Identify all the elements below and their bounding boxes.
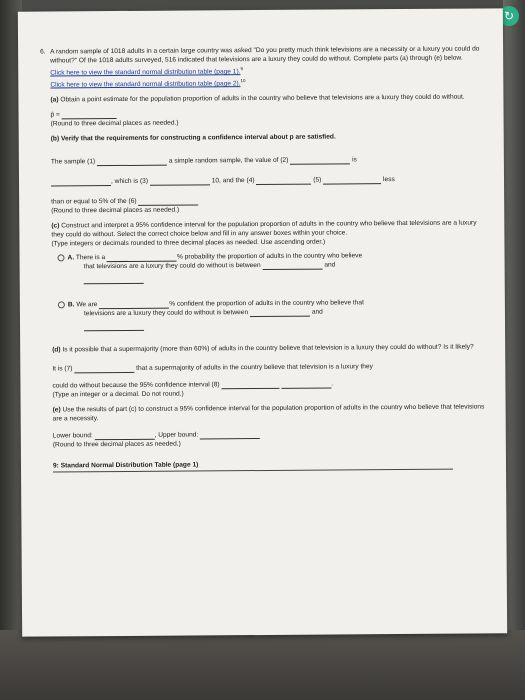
b-line3-text: than or equal to 5% of the (6) — [51, 198, 137, 206]
option-a-upper-input[interactable] — [84, 276, 144, 284]
part-b-text: Verify that the requirements for constructing a confidence interval about p are satisfied. — [60, 133, 336, 143]
option-a-and: and — [324, 261, 336, 269]
part-a-note: (Round to three decimal places as needed.) — [50, 119, 179, 128]
b-line2-text-d: less — [383, 176, 395, 184]
b-line1-text-c: is — [352, 156, 357, 164]
question-number: 6. — [40, 48, 46, 56]
part-a-text: Obtain a point estimate for the population proportion of adults in the country who believe that televisions are a luxury they could do without. — [60, 93, 465, 104]
option-a-label: A. — [67, 254, 75, 262]
dropdown-7[interactable] — [74, 365, 134, 373]
b-line1-text-a: The sample (1) — [50, 158, 96, 166]
question-stem: A random sample of 1018 adults in a certain large country was asked "Do you pretty much think televisions are a necessity or a luxury you could do without?" Of the 1018 adults surveyed, 516 indicated that televisions are a luxury they could do without. Complete parts (a) through (e) below. — [50, 45, 480, 65]
part-d-line-1 — [52, 362, 487, 374]
lower-bound-label: Lower bound: — [52, 432, 93, 440]
b-line2-text-b: 10, and the (4) — [211, 177, 255, 185]
option-b-and: and — [311, 308, 323, 317]
part-d — [52, 343, 487, 355]
part-d-label: (d) — [52, 346, 61, 354]
background-table — [0, 630, 525, 700]
option-b-text-2: % confident the proportion of adults in the country who believe that — [169, 299, 364, 309]
phat-label: p̂ = — [50, 111, 60, 119]
part-e-label: (e) — [52, 406, 61, 414]
d-line2-end: . — [331, 380, 334, 388]
b-line1-text-b: a simple random sample, the value of (2) — [168, 157, 289, 166]
dropdown-6[interactable] — [138, 198, 198, 206]
option-b-label: B. — [67, 301, 75, 309]
b-line2-text-c: (5) — [313, 176, 322, 185]
dropdown-1[interactable] — [97, 158, 167, 166]
d-line2-text: could do without because the 95% confidence interval (8) — [52, 381, 220, 390]
part-c-note: (Type integers or decimals rounded to three decimal places as needed. Use ascending order.) — [51, 238, 326, 248]
part-d-text: Is it possible that a supermajority (more than 60%) of adults in the country believe that television is a luxury they could do without? Is it likely? — [62, 343, 474, 354]
link1-footnote: 9 — [240, 66, 243, 72]
part-b-label: (b) — [50, 135, 60, 143]
footnote-table-title: 9: Standard Normal Distribution Table (page 1) — [53, 459, 453, 473]
input-2[interactable] — [290, 157, 350, 165]
link2-footnote: 10 — [240, 78, 246, 84]
part-e-note: (Round to three decimal places as needed.) — [52, 440, 181, 449]
app-badge-icon: ↻ — [499, 6, 519, 26]
option-a-text-1: There is a — [75, 254, 106, 262]
part-b-note: (Round to three decimal places as needed.) — [51, 206, 180, 215]
option-b-text-3: televisions are a luxury they could do without is between — [83, 309, 249, 318]
upper-bound-label: , Upper bound: — [154, 431, 199, 440]
part-b-line-1 — [51, 155, 486, 167]
part-d-note: (Type an integer or a decimal. Do not round.) — [52, 390, 184, 399]
option-a-radio[interactable] — [58, 255, 65, 262]
option-a-text-3: that televisions are a luxury they could do without is between — [83, 262, 261, 271]
dropdown-4[interactable] — [256, 177, 311, 185]
option-b-line-3 — [52, 320, 487, 332]
normal-table-link-1[interactable]: Click here to view the standard normal distribution table (page 1). — [50, 68, 241, 77]
option-a-line-3 — [52, 273, 487, 285]
d-line1-text-a: It is (7) — [52, 365, 73, 373]
normal-table-link-2[interactable]: Click here to view the standard normal distribution table (page 2). — [50, 80, 241, 89]
option-a-line-2 — [52, 260, 487, 272]
part-a — [50, 93, 485, 105]
option-b-radio[interactable] — [58, 302, 65, 309]
part-c-label: (c) — [51, 222, 60, 230]
question-6 — [40, 44, 488, 472]
part-e-text: Use the results of part (c) to construct a 95% confidence interval for the population proportion of adults in the country who believe that televisions are a necessity. — [52, 403, 485, 423]
d-line1-text-b: that a supermajority of adults in the country believe that television is a luxury they — [136, 363, 373, 373]
part-a-label: (a) — [50, 96, 59, 104]
input-8-value[interactable] — [281, 380, 334, 389]
part-b — [51, 132, 486, 144]
part-e — [53, 403, 488, 424]
question-content — [40, 44, 488, 472]
option-b-line-2 — [52, 307, 487, 319]
paper-sheet — [18, 8, 507, 636]
dropdown-8[interactable] — [221, 381, 279, 389]
input-np[interactable] — [51, 178, 111, 186]
dropdown-3[interactable] — [150, 178, 210, 186]
b-line2-text-a: , which is (3) — [110, 178, 149, 186]
dropdown-5[interactable] — [323, 177, 381, 185]
option-b-lower-input[interactable] — [250, 309, 310, 317]
part-b-line-2 — [51, 175, 486, 187]
option-a-text-2: % probability the proportion of adults in the country who believe — [177, 252, 363, 261]
option-b-upper-input[interactable] — [84, 323, 144, 331]
option-a-lower-input[interactable] — [262, 262, 322, 270]
part-c-text: Construct and interpret a 95% confidence interval for the population proportion of adults in the country who believe that televisions are a luxury they could do without. Select the correct choice below and fill in any answer boxes within your choice. — [51, 219, 477, 239]
option-b-text-1: We are — [76, 301, 98, 309]
upper-bound-input[interactable] — [200, 431, 260, 439]
